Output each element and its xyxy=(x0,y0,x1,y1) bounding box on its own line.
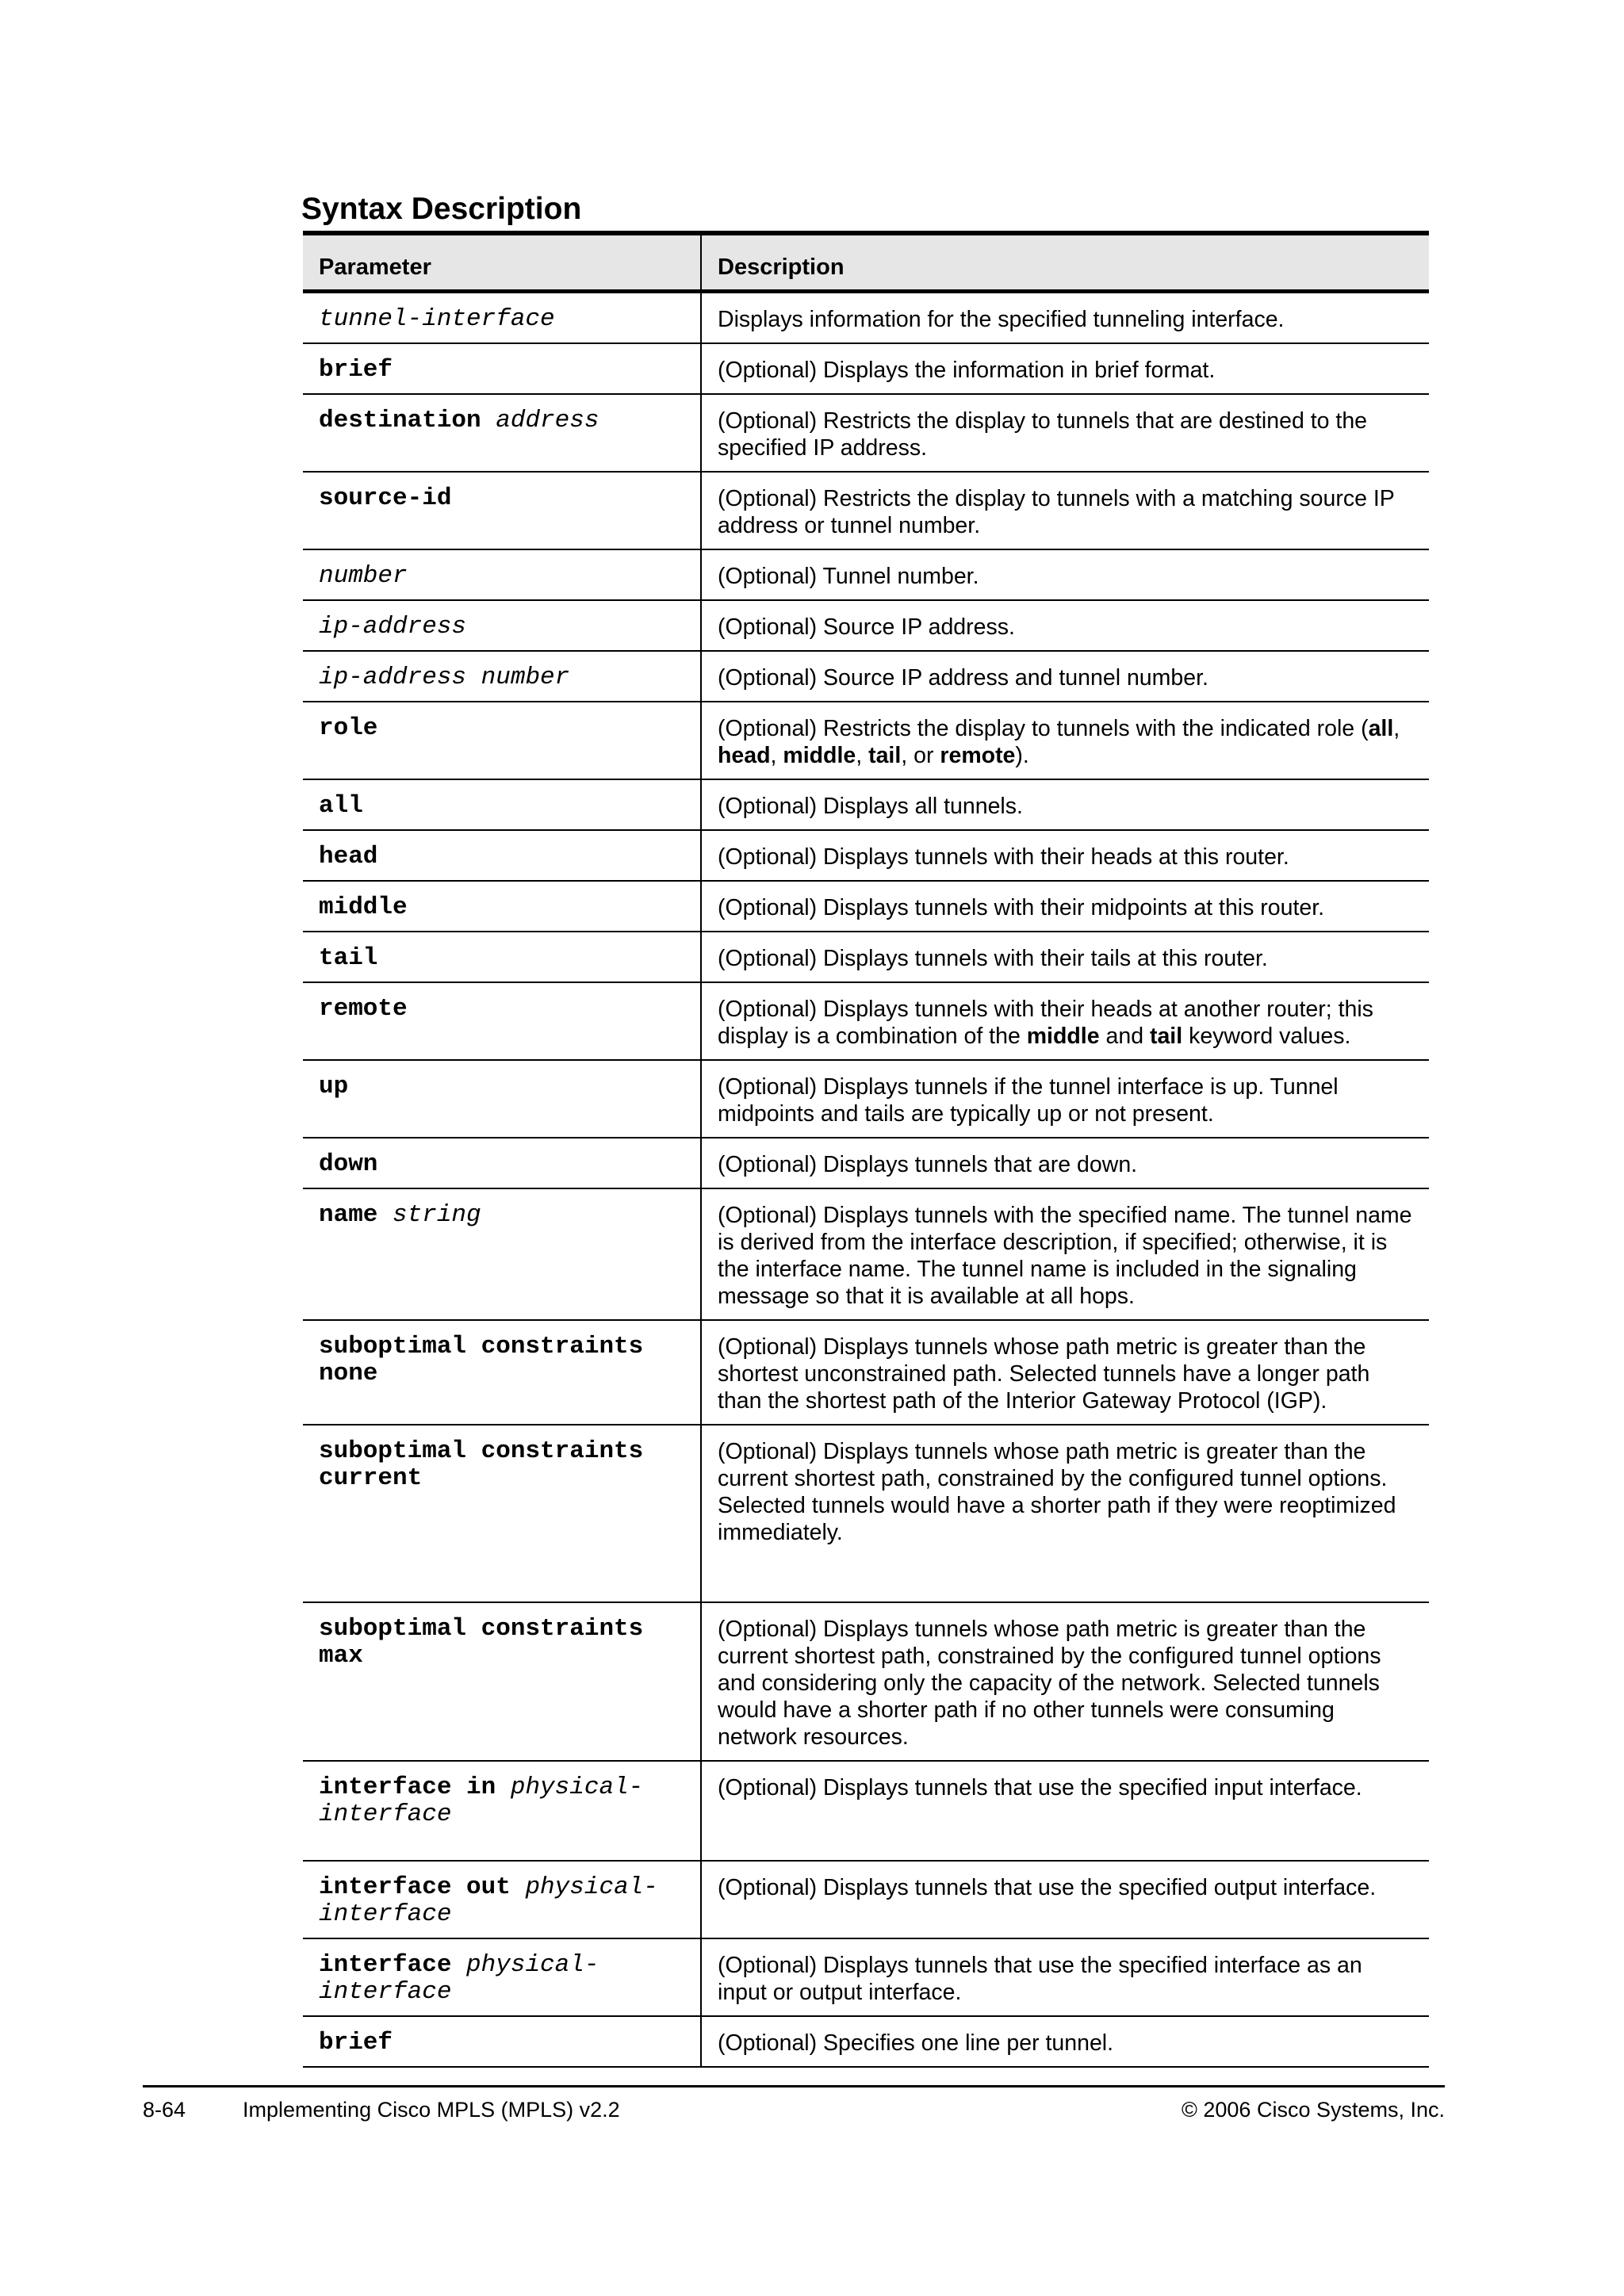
description-text: , xyxy=(1393,716,1400,741)
parameter-cell xyxy=(303,881,701,932)
parameter-cell xyxy=(303,1138,701,1188)
keyword-text: source-id xyxy=(319,484,452,512)
keyword-text: middle xyxy=(1026,1024,1100,1049)
description-text: keyword values. xyxy=(1182,1024,1351,1049)
keyword-text: name xyxy=(319,1201,393,1229)
parameter-cell xyxy=(303,982,701,1060)
table-row xyxy=(303,830,1429,881)
table-row xyxy=(303,1138,1429,1188)
description-cell xyxy=(701,830,1429,881)
keyword-text: tail xyxy=(1149,1024,1183,1049)
description-text: (Optional) Specifies one line per tunnel. xyxy=(718,2030,1114,2056)
keyword-text: head xyxy=(319,843,378,871)
parameter-cell xyxy=(303,600,701,651)
keyword-text: tail xyxy=(319,944,378,972)
description-cell xyxy=(701,932,1429,982)
description-cell xyxy=(701,1602,1429,1761)
table-row xyxy=(303,779,1429,830)
table-row xyxy=(303,1320,1429,1425)
argument-text: string xyxy=(393,1201,481,1229)
argument-text: ip-address number xyxy=(319,664,570,691)
keyword-text: suboptimal constraints none xyxy=(319,1333,644,1387)
parameter-cell xyxy=(303,932,701,982)
description-text: (Optional) Displays all tunnels. xyxy=(718,794,1023,819)
table-row xyxy=(303,1425,1429,1602)
description-cell xyxy=(701,1138,1429,1188)
argument-text: number xyxy=(319,562,408,590)
description-text: , or xyxy=(901,743,940,768)
parameter-cell xyxy=(303,2016,701,2067)
keyword-text: brief xyxy=(319,2029,393,2057)
description-cell xyxy=(701,1761,1429,1861)
description-text: , xyxy=(770,743,783,768)
table-row xyxy=(303,2016,1429,2067)
table-row xyxy=(303,1861,1429,1938)
parameter-cell xyxy=(303,702,701,779)
book-title: Implementing Cisco MPLS (MPLS) v2.2 xyxy=(243,2098,620,2122)
table-row xyxy=(303,982,1429,1060)
description-cell xyxy=(701,779,1429,830)
parameter-cell xyxy=(303,1602,701,1761)
keyword-text: interface xyxy=(319,1951,467,1979)
description-cell xyxy=(701,1861,1429,1938)
description-cell xyxy=(701,600,1429,651)
description-cell xyxy=(701,292,1429,344)
description-text: (Optional) Displays tunnels that are down. xyxy=(718,1152,1138,1177)
description-text: (Optional) Displays tunnels with the specified name. The tunnel name is derived from the interface description, if specified; otherwise, it is the interface name. The tunnel name is included in the signaling message so that it is available at all hops. xyxy=(718,1203,1412,1309)
description-cell xyxy=(701,343,1429,394)
section-title: Syntax Description xyxy=(301,192,582,226)
keyword-text: remote xyxy=(940,743,1016,768)
parameter-cell xyxy=(303,1425,701,1602)
description-cell xyxy=(701,549,1429,600)
argument-text: address xyxy=(496,407,599,434)
description-text: (Optional) Restricts the display to tunnels with the indicated role ( xyxy=(718,716,1369,741)
description-text: (Optional) Displays tunnels whose path metric is greater than the current shortest path, constrained by the configured tunnel options and considering only the capacity of the network. Selected tunnels would have a shorter path if no other tunnels were consuming network resources. xyxy=(718,1617,1381,1750)
description-cell xyxy=(701,881,1429,932)
argument-text: ip-address xyxy=(319,613,467,641)
parameter-cell xyxy=(303,472,701,549)
parameter-cell xyxy=(303,1188,701,1320)
copyright: © 2006 Cisco Systems, Inc. xyxy=(1181,2098,1445,2122)
parameter-cell xyxy=(303,1761,701,1861)
description-text: (Optional) Displays the information in brief format. xyxy=(718,358,1216,383)
keyword-text: middle xyxy=(783,743,856,768)
description-cell xyxy=(701,702,1429,779)
keyword-text: down xyxy=(319,1150,378,1178)
parameter-cell xyxy=(303,292,701,344)
table-row xyxy=(303,472,1429,549)
table-row xyxy=(303,932,1429,982)
description-text: (Optional) Displays tunnels whose path metric is greater than the shortest unconstrained path. Selected tunnels have a longer path than the shortest path of the Interior Gateway Protocol (IGP). xyxy=(718,1334,1370,1414)
description-text: (Optional) Source IP address and tunnel number. xyxy=(718,665,1208,691)
column-header-parameter: Parameter xyxy=(303,233,701,292)
description-cell xyxy=(701,1188,1429,1320)
table-row xyxy=(303,343,1429,394)
description-text: (Optional) Displays tunnels with their midpoints at this router. xyxy=(718,895,1325,920)
table-row xyxy=(303,1602,1429,1761)
keyword-text: remote xyxy=(319,995,408,1023)
table-row xyxy=(303,881,1429,932)
table-row xyxy=(303,1761,1429,1861)
keyword-text: brief xyxy=(319,356,393,384)
table-row xyxy=(303,702,1429,779)
table-row xyxy=(303,549,1429,600)
description-cell xyxy=(701,1060,1429,1138)
description-cell xyxy=(701,1938,1429,2016)
description-cell xyxy=(701,1425,1429,1602)
description-text: (Optional) Displays tunnels that use the specified output interface. xyxy=(718,1875,1377,1900)
table-row xyxy=(303,292,1429,344)
keyword-text: all xyxy=(1368,716,1394,741)
parameter-cell xyxy=(303,1060,701,1138)
keyword-text: role xyxy=(319,714,378,742)
description-text: ). xyxy=(1015,743,1029,768)
keyword-text: tail xyxy=(868,743,902,768)
description-cell xyxy=(701,651,1429,702)
table-body xyxy=(303,292,1429,2068)
keyword-text: middle xyxy=(319,894,408,921)
description-cell xyxy=(701,982,1429,1060)
parameter-cell xyxy=(303,651,701,702)
description-text: (Optional) Displays tunnels if the tunnel interface is up. Tunnel midpoints and tails are typically up or not present. xyxy=(718,1074,1339,1127)
description-text: (Optional) Displays tunnels with their heads at this router. xyxy=(718,844,1289,870)
description-text: (Optional) Displays tunnels that use the specified interface as an input or output interface. xyxy=(718,1953,1362,2005)
parameter-cell xyxy=(303,1938,701,2016)
column-header-description: Description xyxy=(701,233,1429,292)
page-number: 8-64 xyxy=(143,2098,186,2122)
syntax-table xyxy=(303,231,1429,2068)
description-text: (Optional) Restricts the display to tunnels with a matching source IP address or tunnel number. xyxy=(718,486,1395,538)
description-text: Displays information for the specified tunneling interface. xyxy=(718,307,1285,332)
description-cell xyxy=(701,472,1429,549)
description-text: (Optional) Displays tunnels with their heads at another router; this display is a combination of the xyxy=(718,997,1373,1049)
keyword-text: up xyxy=(319,1073,349,1100)
parameter-cell xyxy=(303,1320,701,1425)
parameter-cell xyxy=(303,394,701,472)
table-row xyxy=(303,600,1429,651)
description-cell xyxy=(701,1320,1429,1425)
keyword-text: all xyxy=(319,792,363,820)
description-text: (Optional) Tunnel number. xyxy=(718,564,979,589)
keyword-text: head xyxy=(718,743,771,768)
description-text: (Optional) Displays tunnels whose path metric is greater than the current shortest path, constrained by the configured tunnel options. Selected tunnels would have a shorter path if they were reoptimized immediately. xyxy=(718,1439,1396,1545)
description-text: (Optional) Displays tunnels with their tails at this router. xyxy=(718,946,1268,971)
parameter-cell xyxy=(303,830,701,881)
table-row xyxy=(303,1060,1429,1138)
description-text: (Optional) Displays tunnels that use the specified input interface. xyxy=(718,1775,1362,1800)
parameter-cell xyxy=(303,779,701,830)
table-row xyxy=(303,1938,1429,2016)
table-row xyxy=(303,394,1429,472)
keyword-text: destination xyxy=(319,407,496,434)
parameter-cell xyxy=(303,1861,701,1938)
description-cell xyxy=(701,394,1429,472)
parameter-cell xyxy=(303,549,701,600)
description-cell xyxy=(701,2016,1429,2067)
argument-text: physical-interface xyxy=(319,1774,644,1828)
keyword-text: suboptimal constraints current xyxy=(319,1437,644,1492)
description-text: , xyxy=(856,743,869,768)
argument-text: tunnel-interface xyxy=(319,305,555,333)
description-text: and xyxy=(1099,1024,1150,1049)
table-row xyxy=(303,1188,1429,1320)
table-row xyxy=(303,651,1429,702)
keyword-text: interface out xyxy=(319,1873,526,1901)
description-text: (Optional) Source IP address. xyxy=(718,614,1015,640)
argument-text: physical-interface xyxy=(319,1951,599,2006)
argument-text: physical-interface xyxy=(319,1873,658,1928)
keyword-text: interface in xyxy=(319,1774,511,1801)
parameter-cell xyxy=(303,343,701,394)
footer-rule xyxy=(143,2085,1445,2087)
keyword-text: suboptimal constraints max xyxy=(319,1615,644,1670)
description-text: (Optional) Restricts the display to tunnels that are destined to the specified IP address. xyxy=(718,408,1368,461)
header-row xyxy=(303,233,1429,292)
